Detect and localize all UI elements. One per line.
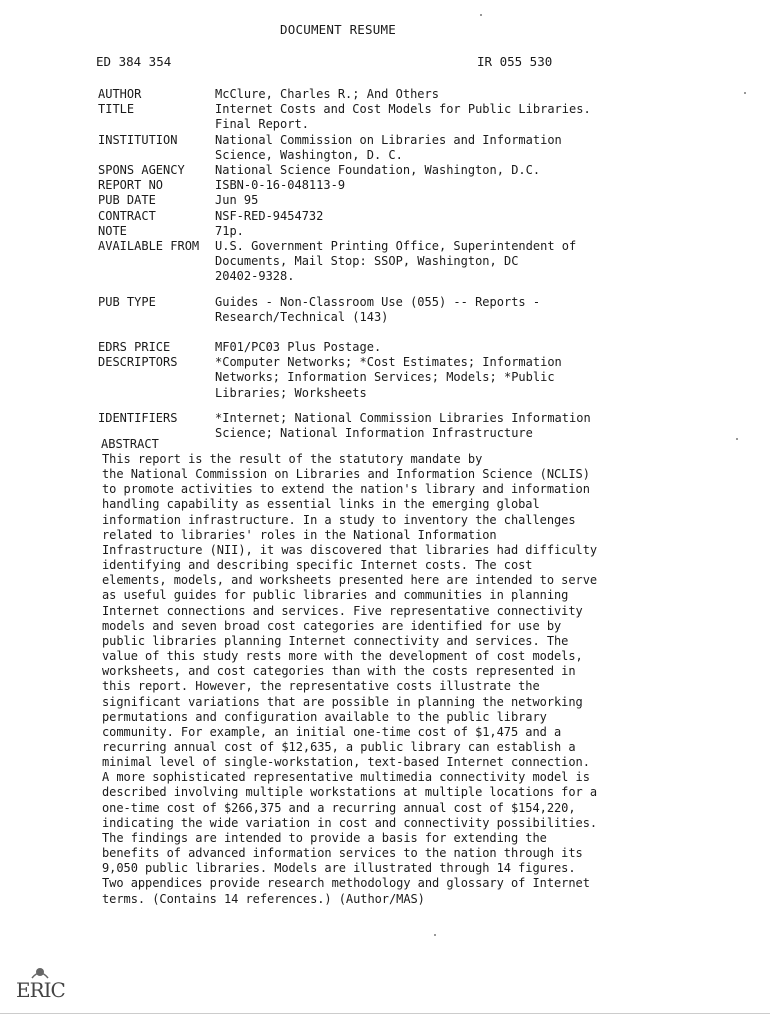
field-institution — [98, 133, 678, 163]
abstract-text: This report is the result of the statutory mandate by the National Commission on Libraries and Information Science (NCLIS) to promote activities to extend the nation's library and information handling capability as essential links in the emerging global information infrastructure. In a study to inventory the challenges related to libraries' roles in the National Information Infrastructure (NII), it was discovered that libraries had difficulty identifying and describing specific Internet costs. The cost elements, models, and worksheets presented here are intended to serve as useful guides for public libraries and communities in planning Internet connections and services. Five representative connectivity models and seven broad cost categories are identified for use by public libraries planning Internet connectivity and services. The value of this study rests more with the development of cost models, worksheets, and cost categories than with the costs represented in this report. However, the representative costs illustrate the significant variations that are possible in planning the networking permutations and configuration available to the public library community. For example, an initial one-time cost of $1,475 and a recurring annual cost of $12,635, a public library can establish a minimal level of single-workstation, text-based Internet connection. A more sophisticated representative multimedia connectivity model is described involving multiple workstations at multiple locations for a one-time cost of $266,375 and a recurring annual cost of $154,220, indicating the wide variation in cost and connectivity possibilities. The findings are intended to provide a basis for extending the benefits of advanced information services to the nation through its 9,050 public libraries. Models are illustrated through 14 figures. Two appendices provide research methodology and glossary of Internet terms. (Contains 14 references.) (Author/MAS) — [102, 452, 598, 906]
eric-logo-text: ERIC — [16, 978, 65, 1002]
scan-speck — [744, 92, 746, 94]
field-value: National Science Foundation, Washington, D.C. — [215, 163, 541, 178]
field-label: NOTE — [98, 223, 127, 238]
field-edrs-price — [98, 340, 678, 355]
field-contract — [98, 209, 678, 224]
field-value: ISBN-0-16-048113-9 — [215, 178, 346, 193]
scan-speck — [480, 14, 482, 16]
field-pub-type — [98, 295, 678, 325]
scan-speck — [736, 438, 738, 440]
field-value: 71p. — [215, 223, 244, 238]
field-label: PUB DATE — [98, 193, 156, 208]
field-label: EDRS PRICE — [98, 340, 171, 355]
field-value: National Commission on Libraries and Information Science, Washington, D. C. — [215, 132, 562, 162]
ir-number: IR 055 530 — [477, 54, 553, 69]
field-label: AUTHOR — [98, 87, 142, 101]
abstract-heading: ABSTRACT — [101, 437, 159, 451]
field-value: U.S. Government Printing Office, Superintendent of Documents, Mail Stop: SSOP, Washington, DC 20402-9328. — [215, 239, 577, 284]
field-value: *Internet; National Commission Libraries Information Science; National Information Infrastructure — [215, 410, 591, 441]
field-value: *Computer Networks; *Cost Estimates; Information Networks; Information Services; Models; *Public Libraries; Worksheets — [215, 355, 562, 400]
field-label: IDENTIFIERS — [98, 410, 178, 425]
field-value: Jun 95 — [215, 193, 259, 208]
field-label: REPORT NO — [98, 178, 164, 193]
field-value: MF01/PC03 Plus Postage. — [215, 340, 382, 355]
field-label: TITLE — [98, 102, 135, 117]
field-author — [98, 87, 678, 102]
field-title — [98, 102, 678, 132]
field-note — [98, 224, 678, 239]
field-label: PUB TYPE — [98, 294, 156, 309]
field-label: AVAILABLE FROM — [98, 239, 200, 254]
bottom-rule — [0, 1013, 770, 1014]
field-pub-date — [98, 193, 678, 208]
ed-number: ED 384 354 — [96, 54, 172, 69]
field-value: Internet Costs and Cost Models for Public Libraries. Final Report. — [215, 102, 591, 132]
metadata-fields — [98, 87, 678, 441]
field-label: SPONS AGENCY — [98, 163, 185, 178]
field-label: DESCRIPTORS — [98, 355, 178, 370]
field-descriptors — [98, 355, 678, 401]
field-value: McClure, Charles R.; And Others — [215, 87, 439, 101]
field-value: NSF-RED-9454732 — [215, 208, 324, 223]
document-title: DOCUMENT RESUME — [280, 22, 396, 37]
field-available-from — [98, 239, 678, 285]
field-spons-agency — [98, 163, 678, 178]
scan-speck — [434, 934, 436, 936]
field-label: INSTITUTION — [98, 132, 178, 147]
field-value: Guides - Non-Classroom Use (055) -- Reports - Research/Technical (143) — [215, 294, 541, 324]
field-identifiers — [98, 411, 678, 441]
field-report-no — [98, 178, 678, 193]
field-label: CONTRACT — [98, 208, 156, 223]
